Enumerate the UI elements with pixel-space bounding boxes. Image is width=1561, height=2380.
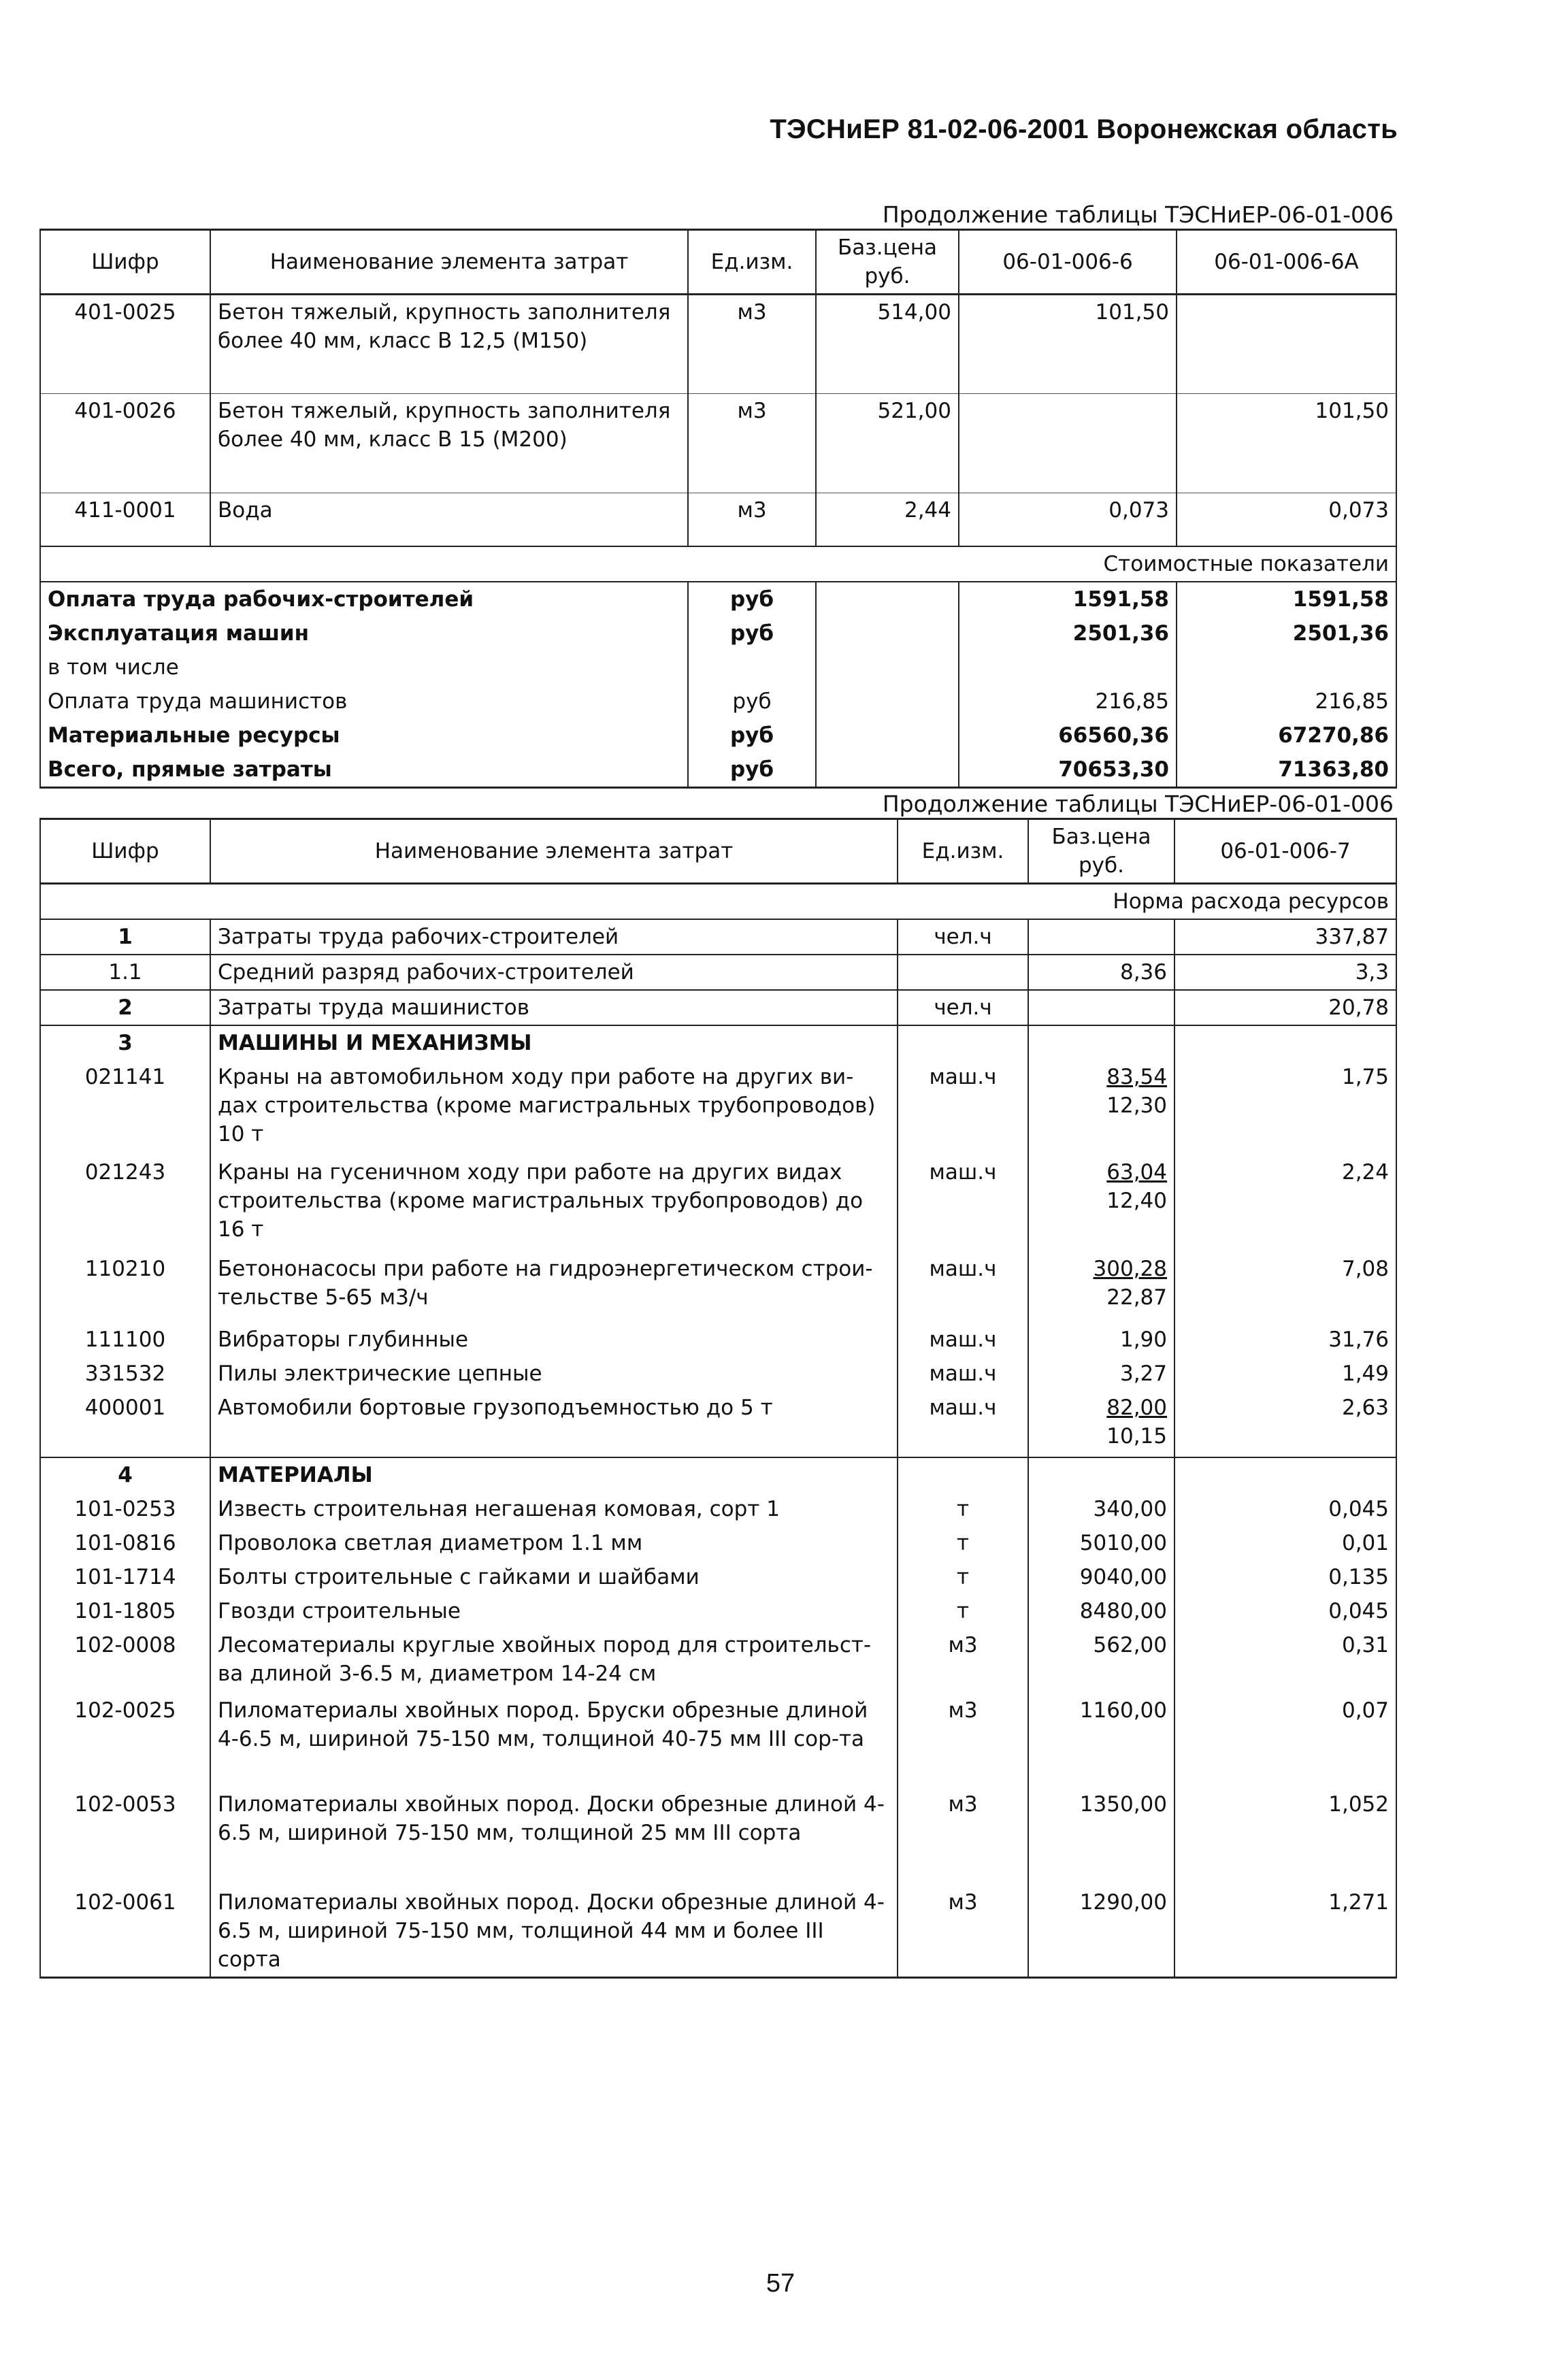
table1-header-row bbox=[40, 230, 1396, 295]
band-row bbox=[40, 884, 1396, 920]
cell-name: Бетононасосы при работе на гидроэнергетическом строи-тельстве 5-65 м3/ч bbox=[210, 1252, 898, 1323]
cost-value-6a: 2501,36 bbox=[1177, 616, 1396, 650]
cell-price bbox=[1028, 1560, 1174, 1594]
band-label: Норма расхода ресурсов bbox=[40, 884, 1396, 920]
cost-price-empty bbox=[816, 582, 959, 616]
table-row bbox=[40, 394, 1396, 493]
cell-value-6 bbox=[959, 394, 1177, 493]
cost-price-empty bbox=[816, 753, 959, 788]
cell-value-7: 2,24 bbox=[1174, 1155, 1396, 1252]
cell-price bbox=[1028, 955, 1174, 990]
cell-price bbox=[1028, 1628, 1174, 1693]
table-row bbox=[40, 1323, 1396, 1357]
cell-value-6a: 0,073 bbox=[1177, 493, 1396, 546]
cost-value-6: 1591,58 bbox=[959, 582, 1177, 616]
cell-unit: маш.ч bbox=[898, 1323, 1028, 1357]
price-base: 340,00 bbox=[1093, 1497, 1167, 1521]
cell-value-7 bbox=[1174, 1025, 1396, 1060]
cell-price bbox=[1028, 990, 1174, 1025]
col-header-price: Баз.цена руб. bbox=[1028, 819, 1174, 884]
cell-name: Вода bbox=[210, 493, 688, 546]
price-operator: 22,87 bbox=[1106, 1285, 1167, 1310]
table-row bbox=[40, 1492, 1396, 1526]
cell-value-7: 337,87 bbox=[1174, 919, 1396, 955]
cost-price-empty bbox=[816, 718, 959, 753]
cell-price bbox=[1028, 1060, 1174, 1155]
cell-value-7: 31,76 bbox=[1174, 1323, 1396, 1357]
cost-name: Оплата труда машинистов bbox=[40, 684, 688, 718]
cell-code: 110210 bbox=[40, 1252, 210, 1323]
cell-name: Известь строительная негашеная комовая, сорт 1 bbox=[210, 1492, 898, 1526]
price-base: 9040,00 bbox=[1079, 1565, 1167, 1589]
cell-value-6: 101,50 bbox=[959, 295, 1177, 394]
cell-price bbox=[1028, 1357, 1174, 1391]
cell-unit bbox=[898, 1457, 1028, 1492]
cell-price bbox=[1028, 1885, 1174, 1978]
cell-value-7: 0,07 bbox=[1174, 1693, 1396, 1787]
cost-price-empty bbox=[816, 684, 959, 718]
cell-name: МАТЕРИАЛЫ bbox=[210, 1457, 898, 1492]
cost-row bbox=[40, 616, 1396, 650]
table2-caption: Продолжение таблицы ТЭСНиЕР-06-01-006 bbox=[882, 791, 1394, 817]
cell-unit: т bbox=[898, 1560, 1028, 1594]
cell-value-7: 0,135 bbox=[1174, 1560, 1396, 1594]
price-base: 1350,00 bbox=[1079, 1792, 1167, 1817]
band-row bbox=[40, 546, 1396, 582]
cost-price-empty bbox=[816, 616, 959, 650]
cell-value-7: 2,63 bbox=[1174, 1391, 1396, 1457]
cell-price bbox=[1028, 919, 1174, 955]
cell-value-7 bbox=[1174, 1457, 1396, 1492]
cost-unit: руб bbox=[688, 582, 816, 616]
price-base: 1,90 bbox=[1119, 1327, 1167, 1352]
cell-name: Бетон тяжелый, крупность заполнителя более 40 мм, класс В 15 (М200) bbox=[210, 394, 688, 493]
cost-price-empty bbox=[816, 650, 959, 684]
cost-name: Оплата труда рабочих-строителей bbox=[40, 582, 688, 616]
cost-value-6a: 1591,58 bbox=[1177, 582, 1396, 616]
cell-name: Гвозди строительные bbox=[210, 1594, 898, 1628]
cell-value-7: 1,49 bbox=[1174, 1357, 1396, 1391]
cell-unit: маш.ч bbox=[898, 1357, 1028, 1391]
table-row bbox=[40, 1560, 1396, 1594]
cell-value-7: 1,052 bbox=[1174, 1787, 1396, 1885]
col-header-v1: 06-01-006-6 bbox=[959, 230, 1177, 295]
cost-value-6a: 67270,86 bbox=[1177, 718, 1396, 753]
section-row bbox=[40, 1025, 1396, 1060]
col-header-unit: Ед.изм. bbox=[688, 230, 816, 295]
cell-unit bbox=[898, 1025, 1028, 1060]
cell-name: Пиломатериалы хвойных пород. Доски обрезные длиной 4-6.5 м, шириной 75-150 мм, толщиной 25 мм III сорта bbox=[210, 1787, 898, 1885]
cell-code: 401-0025 bbox=[40, 295, 210, 394]
table-row bbox=[40, 1252, 1396, 1323]
page-header: ТЭСНиЕР 81-02-06-2001 Воронежская область bbox=[770, 114, 1398, 144]
cell-price bbox=[1028, 1693, 1174, 1787]
cost-value-6: 70653,30 bbox=[959, 753, 1177, 788]
cost-value-6: 66560,36 bbox=[959, 718, 1177, 753]
cell-unit: м3 bbox=[688, 394, 816, 493]
cell-price bbox=[1028, 1323, 1174, 1357]
cell-name: Пилы электрические цепные bbox=[210, 1357, 898, 1391]
price-base: 1160,00 bbox=[1079, 1698, 1167, 1723]
cell-name: Пиломатериалы хвойных пород. Бруски обрезные длиной 4-6.5 м, шириной 75-150 мм, толщиной 40-75 мм III сор-та bbox=[210, 1693, 898, 1787]
cost-unit: руб bbox=[688, 753, 816, 788]
cell-value-7: 0,045 bbox=[1174, 1492, 1396, 1526]
band-label: Стоимостные показатели bbox=[40, 546, 1396, 582]
price-operator: 10,15 bbox=[1106, 1424, 1167, 1449]
resources-table bbox=[39, 818, 1397, 1979]
cell-code: 101-0253 bbox=[40, 1492, 210, 1526]
cell-code: 1 bbox=[40, 919, 210, 955]
cell-name: Краны на гусеничном ходу при работе на других видах строительства (кроме магистральных трубопроводов) до 16 т bbox=[210, 1155, 898, 1252]
cell-name: Пиломатериалы хвойных пород. Доски обрезные длиной 4-6.5 м, шириной 75-150 мм, толщиной 44 мм и более III сорта bbox=[210, 1885, 898, 1978]
cell-value-7: 1,75 bbox=[1174, 1060, 1396, 1155]
cell-value-7: 0,31 bbox=[1174, 1628, 1396, 1693]
cell-unit: м3 bbox=[898, 1885, 1028, 1978]
cell-name: Краны на автомобильном ходу при работе на других ви-дах строительства (кроме магистральных трубопроводов) 10 т bbox=[210, 1060, 898, 1155]
cell-value-7: 0,045 bbox=[1174, 1594, 1396, 1628]
cell-unit: м3 bbox=[688, 295, 816, 394]
cell-code: 021141 bbox=[40, 1060, 210, 1155]
price-base: 5010,00 bbox=[1079, 1531, 1167, 1555]
cell-unit: чел.ч bbox=[898, 990, 1028, 1025]
cost-unit: руб bbox=[688, 684, 816, 718]
cell-code: 101-1805 bbox=[40, 1594, 210, 1628]
price-base: 82,00 bbox=[1106, 1395, 1167, 1420]
cell-code: 331532 bbox=[40, 1357, 210, 1391]
cell-price bbox=[1028, 1787, 1174, 1885]
table-row bbox=[40, 919, 1396, 955]
cost-name: Всего, прямые затраты bbox=[40, 753, 688, 788]
cost-name: Материальные ресурсы bbox=[40, 718, 688, 753]
cell-price bbox=[1028, 1526, 1174, 1560]
table-row bbox=[40, 1628, 1396, 1693]
cost-row bbox=[40, 650, 1396, 684]
cell-price: 514,00 bbox=[816, 295, 959, 394]
cell-code: 400001 bbox=[40, 1391, 210, 1457]
col-header-code: Шифр bbox=[40, 819, 210, 884]
price-base: 8,36 bbox=[1119, 960, 1167, 985]
cost-row bbox=[40, 718, 1396, 753]
cell-price bbox=[1028, 1492, 1174, 1526]
price-base: 1290,00 bbox=[1079, 1890, 1167, 1915]
cell-unit: м3 bbox=[898, 1787, 1028, 1885]
table-row bbox=[40, 1060, 1396, 1155]
cell-code: 101-0816 bbox=[40, 1526, 210, 1560]
cell-name: Средний разряд рабочих-строителей bbox=[210, 955, 898, 990]
cell-price bbox=[1028, 1457, 1174, 1492]
col-header-v1: 06-01-006-7 bbox=[1174, 819, 1396, 884]
cell-value-7: 20,78 bbox=[1174, 990, 1396, 1025]
cost-row bbox=[40, 582, 1396, 616]
cell-name: Автомобили бортовые грузоподъемностью до 5 т bbox=[210, 1391, 898, 1457]
table1-caption: Продолжение таблицы ТЭСНиЕР-06-01-006 bbox=[882, 201, 1394, 228]
col-header-name: Наименование элемента затрат bbox=[210, 819, 898, 884]
cell-name: МАШИНЫ И МЕХАНИЗМЫ bbox=[210, 1025, 898, 1060]
cell-code: 101-1714 bbox=[40, 1560, 210, 1594]
col-header-name: Наименование элемента затрат bbox=[210, 230, 688, 295]
cell-unit: м3 bbox=[688, 493, 816, 546]
cell-unit: м3 bbox=[898, 1628, 1028, 1693]
cell-name: Затраты труда машинистов bbox=[210, 990, 898, 1025]
table-row bbox=[40, 1357, 1396, 1391]
col-header-code: Шифр bbox=[40, 230, 210, 295]
cell-price: 521,00 bbox=[816, 394, 959, 493]
col-header-unit: Ед.изм. bbox=[898, 819, 1028, 884]
cell-value-6a bbox=[1177, 295, 1396, 394]
cost-unit bbox=[688, 650, 816, 684]
table-row bbox=[40, 1885, 1396, 1978]
cell-code: 1.1 bbox=[40, 955, 210, 990]
price-base: 3,27 bbox=[1119, 1361, 1167, 1386]
table2-header-row bbox=[40, 819, 1396, 884]
cell-code: 102-0061 bbox=[40, 1885, 210, 1978]
cell-code: 411-0001 bbox=[40, 493, 210, 546]
table-row bbox=[40, 990, 1396, 1025]
cost-value-6: 2501,36 bbox=[959, 616, 1177, 650]
cell-unit: т bbox=[898, 1594, 1028, 1628]
cell-unit: т bbox=[898, 1492, 1028, 1526]
cell-unit: чел.ч bbox=[898, 919, 1028, 955]
cost-unit: руб bbox=[688, 718, 816, 753]
cell-unit: маш.ч bbox=[898, 1155, 1028, 1252]
cost-value-6: 216,85 bbox=[959, 684, 1177, 718]
price-base: 300,28 bbox=[1093, 1257, 1167, 1281]
cell-price bbox=[1028, 1594, 1174, 1628]
cost-row bbox=[40, 753, 1396, 788]
cell-value-7: 7,08 bbox=[1174, 1252, 1396, 1323]
cell-code: 102-0008 bbox=[40, 1628, 210, 1693]
cost-name: Эксплуатация машин bbox=[40, 616, 688, 650]
cost-table bbox=[39, 229, 1397, 789]
table-row bbox=[40, 1594, 1396, 1628]
cell-name: Болты строительные с гайками и шайбами bbox=[210, 1560, 898, 1594]
cell-code: 2 bbox=[40, 990, 210, 1025]
price-base: 63,04 bbox=[1106, 1160, 1167, 1185]
page-number: 57 bbox=[766, 2269, 795, 2298]
cell-unit: маш.ч bbox=[898, 1391, 1028, 1457]
price-base: 83,54 bbox=[1106, 1065, 1167, 1089]
price-operator: 12,30 bbox=[1106, 1093, 1167, 1118]
cost-value-6a bbox=[1177, 650, 1396, 684]
table-row bbox=[40, 493, 1396, 546]
price-base: 562,00 bbox=[1093, 1633, 1167, 1657]
cell-code: 102-0053 bbox=[40, 1787, 210, 1885]
cell-name: Лесоматериалы круглые хвойных пород для строительст-ва длиной 3-6.5 м, диаметром 14-24 см bbox=[210, 1628, 898, 1693]
cost-unit: руб bbox=[688, 616, 816, 650]
section-row bbox=[40, 1457, 1396, 1492]
cell-value-7: 3,3 bbox=[1174, 955, 1396, 990]
table-row bbox=[40, 1693, 1396, 1787]
cell-code: 021243 bbox=[40, 1155, 210, 1252]
table-row bbox=[40, 1155, 1396, 1252]
cost-row bbox=[40, 684, 1396, 718]
table-row bbox=[40, 955, 1396, 990]
cell-name: Затраты труда рабочих-строителей bbox=[210, 919, 898, 955]
price-operator: 12,40 bbox=[1106, 1189, 1167, 1213]
col-header-price: Баз.цена руб. bbox=[816, 230, 959, 295]
cell-code: 111100 bbox=[40, 1323, 210, 1357]
cell-price bbox=[1028, 1155, 1174, 1252]
price-base: 8480,00 bbox=[1079, 1599, 1167, 1623]
col-header-v2: 06-01-006-6А bbox=[1177, 230, 1396, 295]
cell-code: 3 bbox=[40, 1025, 210, 1060]
cell-name: Проволока светлая диаметром 1.1 мм bbox=[210, 1526, 898, 1560]
cell-value-6: 0,073 bbox=[959, 493, 1177, 546]
cell-value-7: 0,01 bbox=[1174, 1526, 1396, 1560]
cost-value-6a: 71363,80 bbox=[1177, 753, 1396, 788]
cell-unit bbox=[898, 955, 1028, 990]
table-row bbox=[40, 1526, 1396, 1560]
cell-value-7: 1,271 bbox=[1174, 1885, 1396, 1978]
table-row bbox=[40, 1391, 1396, 1457]
cell-price bbox=[1028, 1025, 1174, 1060]
table-row bbox=[40, 295, 1396, 394]
cell-code: 102-0025 bbox=[40, 1693, 210, 1787]
cell-price bbox=[1028, 1252, 1174, 1323]
cell-value-6a: 101,50 bbox=[1177, 394, 1396, 493]
cell-price: 2,44 bbox=[816, 493, 959, 546]
cell-name: Бетон тяжелый, крупность заполнителя более 40 мм, класс В 12,5 (М150) bbox=[210, 295, 688, 394]
cell-price bbox=[1028, 1391, 1174, 1457]
cell-unit: маш.ч bbox=[898, 1252, 1028, 1323]
cost-value-6a: 216,85 bbox=[1177, 684, 1396, 718]
cost-value-6 bbox=[959, 650, 1177, 684]
cell-code: 4 bbox=[40, 1457, 210, 1492]
cell-name: Вибраторы глубинные bbox=[210, 1323, 898, 1357]
cell-unit: т bbox=[898, 1526, 1028, 1560]
cost-name: в том числе bbox=[40, 650, 688, 684]
cell-unit: маш.ч bbox=[898, 1060, 1028, 1155]
cell-code: 401-0026 bbox=[40, 394, 210, 493]
cell-unit: м3 bbox=[898, 1693, 1028, 1787]
table-row bbox=[40, 1787, 1396, 1885]
